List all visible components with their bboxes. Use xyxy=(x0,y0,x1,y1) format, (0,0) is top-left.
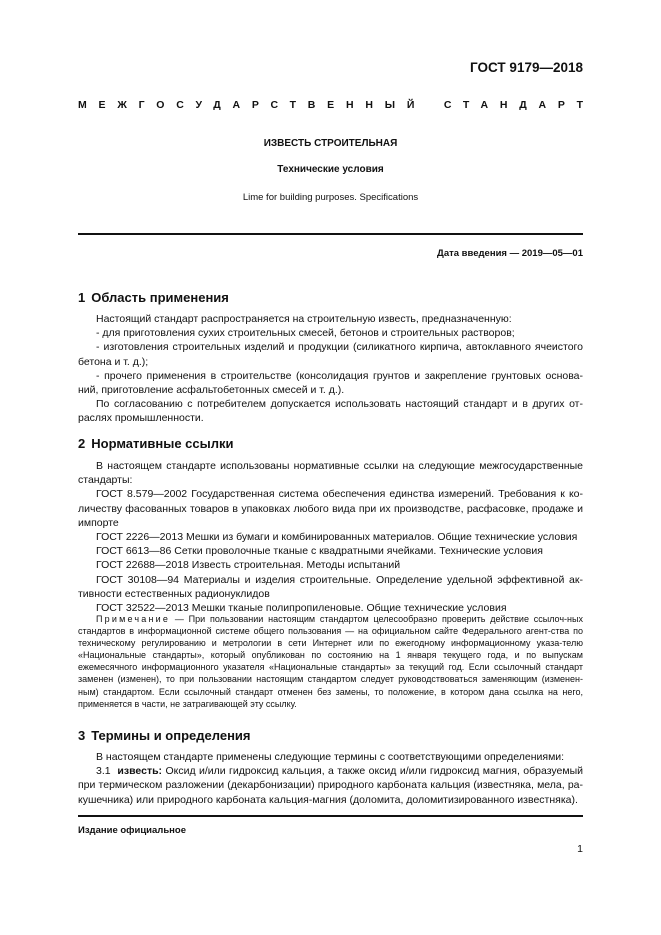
reference-item: ГОСТ 22688—2018 Известь строительная. Методы испытаний xyxy=(96,559,401,572)
section-number: 3 xyxy=(78,728,86,743)
note-block xyxy=(78,613,583,710)
term-definition-text: Оксид и/или гидроксид кальция, а также оксид и/или гидроксид магния, образуемый при термическом разложении (декарбонизации) природного карбоната кальция (известняка, мела, ра-кушечника) или природного карбоната кальция-магния (доломита, доломитизированного известняка). xyxy=(78,765,583,806)
list-item: - прочего применения в строительстве (консолидация грунтов и закрепление грунтовых основа-ний, приготовление асфальтобетонных смесей и т. д.). xyxy=(78,369,583,397)
standard-banner xyxy=(78,99,595,111)
term-definition xyxy=(78,764,583,807)
document-title: ИЗВЕСТЬ СТРОИТЕЛЬНАЯ xyxy=(263,138,398,149)
section-3-body xyxy=(78,750,583,807)
section-number: 1 xyxy=(78,290,86,305)
reference-item: ГОСТ 6613—86 Сетки проволочные тканые с квадратными ячейками. Технические условия xyxy=(96,545,543,558)
section-1-body xyxy=(78,312,583,426)
section-3-heading xyxy=(78,728,251,743)
term-number: 3.1 xyxy=(96,765,111,778)
banner-word-interstate: МЕЖГОСУДАРСТВЕННЫЙ xyxy=(78,99,427,111)
bottom-divider xyxy=(78,815,583,817)
banner-word-standard: СТАНДАРТ xyxy=(443,99,595,111)
list-item: - изготовления строительных изделий и продукции (силикатного кирпича, автоклавного ячеистого бетона и т. д.); xyxy=(78,341,583,368)
reference-item: ГОСТ 30108—94 Материалы и изделия строительные. Определение удельной эффективной ак-тивности естественных радионуклидов xyxy=(78,573,583,600)
english-title: Lime for building purposes. Specifications xyxy=(242,192,419,203)
reference-item: ГОСТ 8.579—2002 Государственная система обеспечения единства измерений. Требования к ко-личеству фасованных товаров в упаковках любого вида при их производстве, расфасовке, продаже и импорте xyxy=(78,488,583,529)
paragraph: По согласованию с потребителем допускается использовать настоящий стандарт и в других от-раслях промышленности. xyxy=(78,398,583,425)
list-item: - для приготовления сухих строительных смесей, бетонов и строительных растворов; xyxy=(96,327,515,340)
paragraph: Настоящий стандарт распространяется на строительную известь, предназначенную: xyxy=(96,313,512,325)
note-text: — При пользовании настоящим стандартом целесообразно проверить действие ссылоч-ных стандартов в информационной системе общего пользования — на официальном сайте Федерального агент-ства по техническому регулированию и метрологии в сети Интернет или по ежегодному информационному указа-телю «Национальные стандарты», который опубликован по состоянию на 1 января текущего года, и по выпускам ежемесячного информационного указателя «Национальные стандарты» за текущий год. Если ссылочный стандарт заменен (изменен), то при пользовании настоящим стандартом следует руководствоваться заменяющим (изменен-ным) стандартом. Если ссылочный стандарт отменен без замены, то положение, в котором дана ссылка на него, применяется в части, не затрагивающей эту ссылку. xyxy=(78,614,583,709)
page-number: 1 xyxy=(577,843,583,855)
section-title: Термины и определения xyxy=(91,728,251,743)
standard-code: ГОСТ 9179—2018 xyxy=(470,60,583,75)
paragraph: В настоящем стандарте использованы нормативные ссылки на следующие межгосударственные стандарты: xyxy=(78,460,583,487)
reference-item: ГОСТ 32522—2013 Мешки тканые полипропиленовые. Общие технические условия xyxy=(96,602,507,615)
introduction-date: Дата введения — 2019—05—01 xyxy=(437,248,583,259)
section-title: Нормативные ссылки xyxy=(91,436,234,451)
official-edition-label: Издание официальное xyxy=(78,825,186,836)
reference-item: ГОСТ 2226—2013 Мешки из бумаги и комбинированных материалов. Общие технические условия xyxy=(96,531,578,544)
top-divider xyxy=(78,233,583,235)
section-1-heading xyxy=(78,290,229,305)
section-2-heading xyxy=(78,436,233,451)
section-number: 2 xyxy=(78,436,86,451)
section-2-body xyxy=(78,459,583,615)
note-label: Примечание xyxy=(96,614,171,624)
term-name: известь: xyxy=(117,765,163,778)
document-subtitle: Технические условия xyxy=(277,164,384,175)
section-title: Область применения xyxy=(91,290,229,305)
paragraph: В настоящем стандарте применены следующие термины с соответствующими определениями: xyxy=(96,751,565,763)
